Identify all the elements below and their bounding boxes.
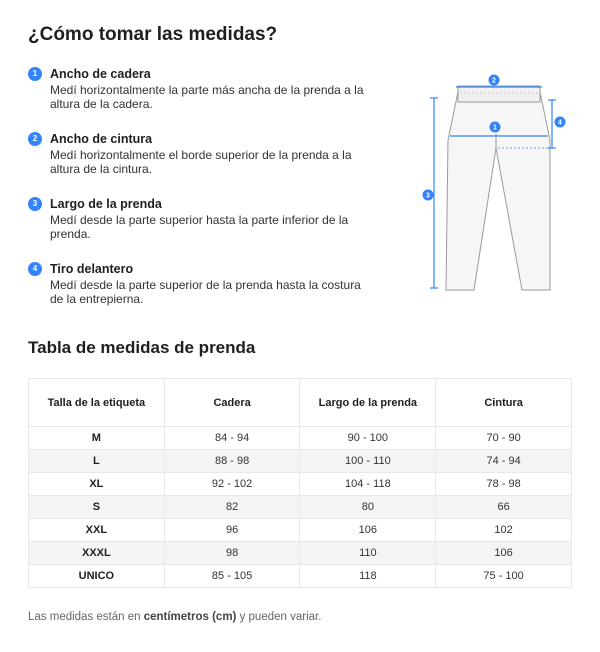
- table-row: [29, 519, 572, 542]
- table-cell: 80: [300, 496, 436, 519]
- table-cell: UNICO: [29, 565, 165, 588]
- marker-waist-label: 2: [492, 77, 496, 85]
- table-row: [29, 450, 572, 473]
- table-cell: 106: [300, 519, 436, 542]
- step-garment-length: [28, 196, 368, 261]
- step-number-badge: 4: [28, 262, 42, 276]
- units-note-prefix: Las medidas están en: [28, 611, 144, 623]
- table-cell: 110: [300, 542, 436, 565]
- step-number-badge: 1: [28, 67, 42, 81]
- table-cell: XL: [29, 473, 165, 496]
- size-table: [28, 378, 572, 588]
- size-table-title: Tabla de medidas de prenda: [28, 338, 256, 357]
- step-description: Medí desde la parte superior hasta la parte inferior de la prenda.: [50, 213, 349, 241]
- units-note-unit: centímetros (cm): [143, 611, 237, 623]
- column-header: Cadera: [164, 379, 300, 427]
- step-title: Largo de la prenda: [50, 197, 162, 211]
- table-cell: 66: [436, 496, 572, 519]
- column-header: Talla de la etiqueta: [29, 379, 165, 427]
- table-row: [29, 565, 572, 588]
- step-number-badge: 3: [28, 197, 42, 211]
- units-note: [28, 611, 321, 623]
- step-number-badge: 2: [28, 132, 42, 146]
- step-title: Ancho de cadera: [50, 67, 151, 81]
- step-title: Tiro delantero: [50, 262, 134, 276]
- page-title: ¿Cómo tomar las medidas?: [28, 24, 278, 45]
- column-header: Largo de la prenda: [300, 379, 436, 427]
- table-row: [29, 496, 572, 519]
- table-cell: XXL: [29, 519, 165, 542]
- table-cell: 75 - 100: [436, 565, 572, 588]
- table-cell: XXXL: [29, 542, 165, 565]
- table-cell: 85 - 105: [164, 565, 300, 588]
- table-cell: 104 - 118: [300, 473, 436, 496]
- step-description: Medí horizontalmente la parte más ancha de la prenda a la altura de la cadera.: [50, 83, 364, 111]
- table-cell: 90 - 100: [300, 427, 436, 450]
- table-cell: 70 - 90: [436, 427, 572, 450]
- table-cell: 102: [436, 519, 572, 542]
- table-cell: 84 - 94: [164, 427, 300, 450]
- measurement-steps: [28, 66, 368, 326]
- table-header-row: [29, 379, 572, 427]
- table-cell: S: [29, 496, 165, 519]
- table-row: [29, 473, 572, 496]
- table-cell: 78 - 98: [436, 473, 572, 496]
- table-cell: 100 - 110: [300, 450, 436, 473]
- step-description: Medí horizontalmente el borde superior de la prenda a la altura de la cintura.: [50, 148, 352, 176]
- waistband: [458, 86, 540, 102]
- step-hip-width: [28, 66, 368, 131]
- marker-rise-label: 4: [558, 119, 562, 127]
- step-waist-width: [28, 131, 368, 196]
- marker-hip-label: 1: [493, 124, 497, 132]
- table-cell: 92 - 102: [164, 473, 300, 496]
- table-row: [29, 542, 572, 565]
- table-cell: 88 - 98: [164, 450, 300, 473]
- marker-length-label: 3: [426, 192, 430, 200]
- pants-diagram: [418, 70, 578, 296]
- step-title: Ancho de cintura: [50, 132, 153, 146]
- step-front-rise: [28, 261, 368, 326]
- pants-outline: [446, 86, 550, 290]
- step-description: Medí desde la parte superior de la prenda hasta la costura de la entrepierna.: [50, 278, 361, 306]
- table-cell: 106: [436, 542, 572, 565]
- table-cell: 82: [164, 496, 300, 519]
- table-cell: 74 - 94: [436, 450, 572, 473]
- table-cell: L: [29, 450, 165, 473]
- table-row: [29, 427, 572, 450]
- column-header: Cintura: [436, 379, 572, 427]
- table-cell: 96: [164, 519, 300, 542]
- table-cell: 118: [300, 565, 436, 588]
- table-cell: 98: [164, 542, 300, 565]
- units-note-suffix: y pueden variar.: [236, 611, 322, 623]
- table-cell: M: [29, 427, 165, 450]
